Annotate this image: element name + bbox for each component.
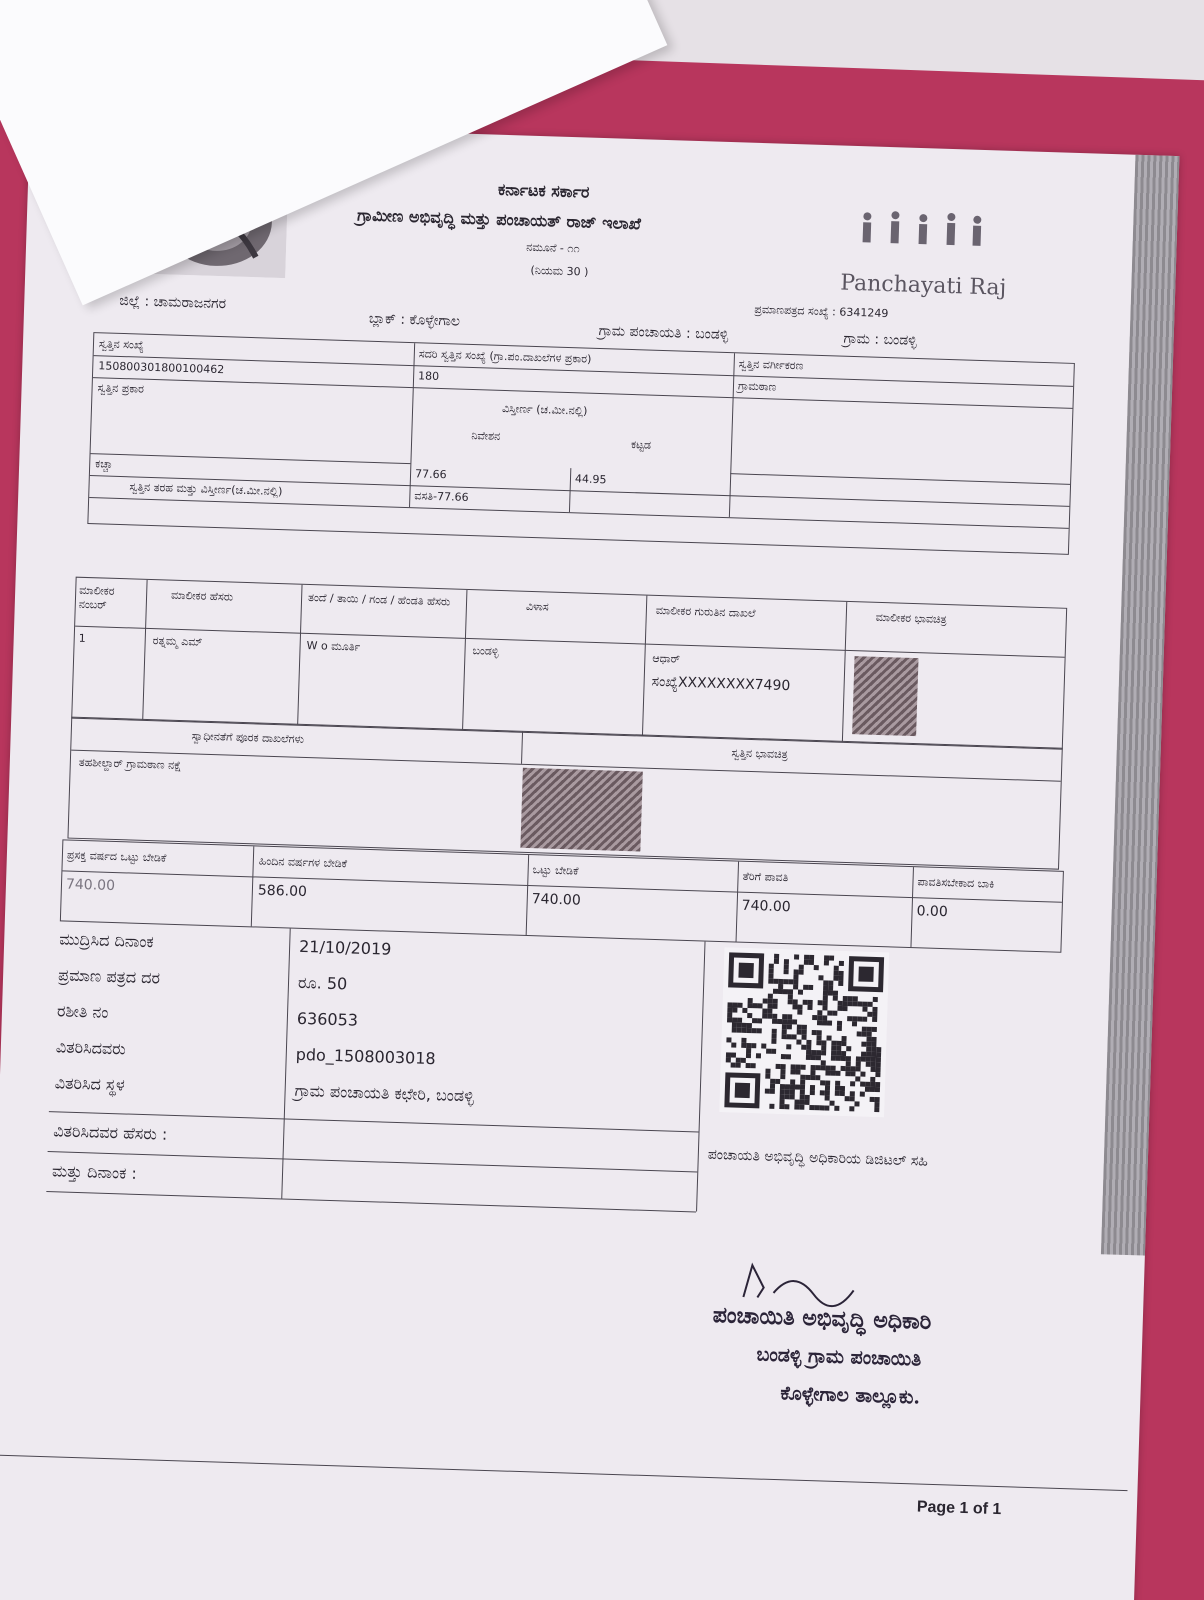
owner-id-number: ಸಂಖ್ಯೆXXXXXXXX7490 — [651, 673, 791, 695]
seal-line-3: ಕೊಳ್ಳೇಗಾಲ ತಾಲ್ಲೂಕು. — [780, 1382, 921, 1409]
printed-date-label: ಮುದ್ರಿಸಿದ ದಿನಾಂಕ — [58, 929, 154, 952]
tax-balance-header: ಪಾವತಿಸಬೇಕಾದ ಬಾಕಿ — [917, 875, 995, 891]
receiver-date-label: ಮತ್ತು ದಿನಾಂಕ : — [51, 1161, 138, 1183]
tax-total-value: 740.00 — [531, 891, 582, 909]
owner-no-header: ಮಾಲೀಕರ ನಂಬರ್ — [78, 583, 115, 612]
site-label: ನಿವೇಶನ — [471, 429, 501, 443]
receipt-no-value: 636053 — [296, 1008, 359, 1030]
department-title: ಗ್ರಾಮೀಣ ಅಭಿವೃದ್ಧಿ ಮತ್ತು ಪಂಚಾಯತ್ ರಾಜ್ ಇಲಾಖೆ — [356, 205, 642, 234]
receiver-name-label: ವಿತರಿಸಿದವರ ಹೆಸರು : — [52, 1121, 168, 1144]
tax-previous-header: ಹಿಂದಿನ ವರ್ಷಗಳ ಬೇಡಿಕೆ — [258, 854, 348, 871]
govt-title: ಕರ್ನಾಟಕ ಸರ್ಕಾರ — [497, 179, 590, 202]
tax-current-header: ಪ್ರಸಕ್ತ ವರ್ಷದ ಒಟ್ಟು ಬೇಡಿಕೆ — [66, 848, 167, 865]
issued-by-label: ವಿತರಿಸಿದವರು — [55, 1037, 127, 1059]
panchayati-raj-logo-text: Panchayati Raj — [839, 270, 1007, 301]
owner-name: ರತ್ನಮ್ಮ ಎಮ್ — [152, 634, 203, 649]
type-area-label: ಸ್ವತ್ತಿನ ತರಹ ಮತ್ತು ವಿಸ್ತೀರ್ಣ(ಚ.ಮೀ.ನಲ್ಲಿ) — [129, 480, 283, 499]
owner-photo — [852, 656, 918, 736]
area-label: ವಿಸ್ತೀರ್ಣ (ಚ.ಮೀ.ನಲ್ಲಿ) — [501, 401, 588, 418]
rule-number: (ನಿಯಮ 30 ) — [530, 263, 589, 279]
register-no-value: 180 — [417, 369, 440, 383]
kucha-label: ಕಚ್ಚಾ — [95, 457, 113, 471]
property-type-label: ಸ್ವತ್ತಿನ ಪ್ರಕಾರ — [97, 381, 145, 396]
tax-paid-header: ತೆರಿಗೆ ಪಾವತಿ — [742, 869, 789, 885]
certificate-fee-label: ಪ್ರಮಾಣ ಪತ್ರದ ದರ — [57, 965, 161, 988]
property-photo — [520, 768, 642, 852]
site-area-value: 77.66 — [414, 467, 447, 482]
digital-signature-label: ಪಂಚಾಯತಿ ಅಭಿವೃದ್ಧಿ ಅಧಿಕಾರಿಯ ಡಿಜಿಟಲ್ ಸಹಿ — [707, 1146, 929, 1170]
gram-panchayat-label: ಗ್ರಾಮ ಪಂಚಾಯತಿ : ಬಂಡಳ್ಳಿ — [598, 322, 729, 344]
property-no-value: 150800301800100462 — [98, 359, 225, 377]
ownership-docs-value: ತಹಶೀಲ್ದಾರ್ ಗ್ರಾಮಠಾಣ ನಕ್ಷೆ — [78, 755, 182, 773]
owner-address: ಬಂಡಳ್ಳಿ — [472, 644, 499, 658]
property-no-label: ಸ್ವತ್ತಿನ ಸಂಖ್ಯೆ — [98, 337, 145, 352]
certificate-number: ಪ್ರಮಾಣಪತ್ರದ ಸಂಖ್ಯೆ : 6341249 — [754, 302, 889, 321]
village-label: ಗ್ರಾಮ : ಬಂಡಳ್ಳಿ — [843, 330, 917, 349]
owner-relation-header: ತಂದೆ / ತಾಯಿ / ಗಂಡ / ಹೆಂಡತಿ ಹೆಸರು — [307, 590, 451, 609]
certificate-page — [0, 120, 1179, 1600]
owner-relation: W o ಮೂರ್ತಿ — [306, 638, 361, 654]
district-label: ಜಿಲ್ಲೆ : ಚಾಮರಾಜನಗರ — [119, 292, 227, 313]
register-no-label: ಸದರಿ ಸ್ವತ್ತಿನ ಸಂಖ್ಯೆ (ಗ್ರಾ.ಪಂ.ದಾಖಲೆಗಳ ಪ್ರಕಾರ) — [418, 347, 592, 366]
property-photo-label: ಸ್ವತ್ತಿನ ಭಾವಚಿತ್ರ — [731, 746, 788, 762]
owner-id-header: ಮಾಲೀಕರ ಗುರುತಿನ ದಾಖಲೆ — [655, 603, 756, 621]
panchayati-raj-logo-icon — [846, 206, 998, 271]
type-area-value: ವಸತಿ-77.66 — [414, 489, 469, 504]
building-area-value: 44.95 — [574, 472, 607, 487]
tax-balance-value: 0.00 — [916, 903, 948, 921]
issued-by-value: pdo_1508003018 — [295, 1044, 436, 1069]
owner-id-type: ಆಧಾರ್ — [652, 651, 681, 666]
block-label: ಬ್ಲಾಕ್ : ಕೊಳ್ಳೇಗಾಲ — [368, 310, 461, 330]
issue-place-value: ಗ್ರಾಮ ಪಂಚಾಯತಿ ಕಛೇರಿ, ಬಂಡಳ್ಳಿ — [294, 1080, 475, 1106]
issue-details — [46, 921, 704, 1211]
form-number: ನಮೂನೆ - ೧೧ — [526, 240, 580, 256]
seal-line-1: ಪಂಚಾಯಿತಿ ಅಭಿವೃದ್ಧಿ ಅಧಿಕಾರಿ — [712, 1302, 932, 1335]
building-label: ಕಟ್ಟಡ — [630, 438, 652, 452]
printed-date-value: 21/10/2019 — [298, 936, 392, 959]
seal-line-2: ಬಂಡಳ್ಳಿ ಗ್ರಾಮ ಪಂಚಾಯಿತಿ — [756, 1343, 922, 1371]
issue-place-label: ವಿತರಿಸಿದ ಸ್ಥಳ — [54, 1073, 126, 1095]
owner-name-header: ಮಾಲೀಕರ ಹೆಸರು — [170, 588, 234, 604]
page-number: Page 1 of 1 — [916, 1498, 1002, 1519]
qr-code-icon — [719, 947, 889, 1117]
tax-total-header: ಒಟ್ಟು ಬೇಡಿಕೆ — [532, 863, 579, 878]
classification-label: ಸ್ವತ್ತಿನ ವರ್ಗೀಕರಣ — [738, 357, 804, 373]
receipt-no-label: ರಶೀತಿ ನಂ — [56, 1001, 109, 1022]
property-table — [87, 332, 1075, 555]
tax-current-value: 740.00 — [65, 876, 116, 895]
tax-paid-value: 740.00 — [741, 897, 791, 916]
owner-photo-header: ಮಾಲೀಕರ ಭಾವಚಿತ್ರ — [875, 610, 947, 627]
tax-previous-value: 586.00 — [257, 882, 308, 901]
owner-no: 1 — [78, 631, 86, 646]
classification-value: ಗ್ರಾಮಠಾಣ — [737, 379, 777, 394]
certificate-fee-value: ರೂ. 50 — [297, 972, 348, 994]
owner-address-header: ವಿಳಾಸ — [525, 599, 549, 614]
ownership-docs-label: ಸ್ವಾಧೀನತೆಗೆ ಪೂರಕ ದಾಖಲೆಗಳು — [191, 729, 305, 746]
